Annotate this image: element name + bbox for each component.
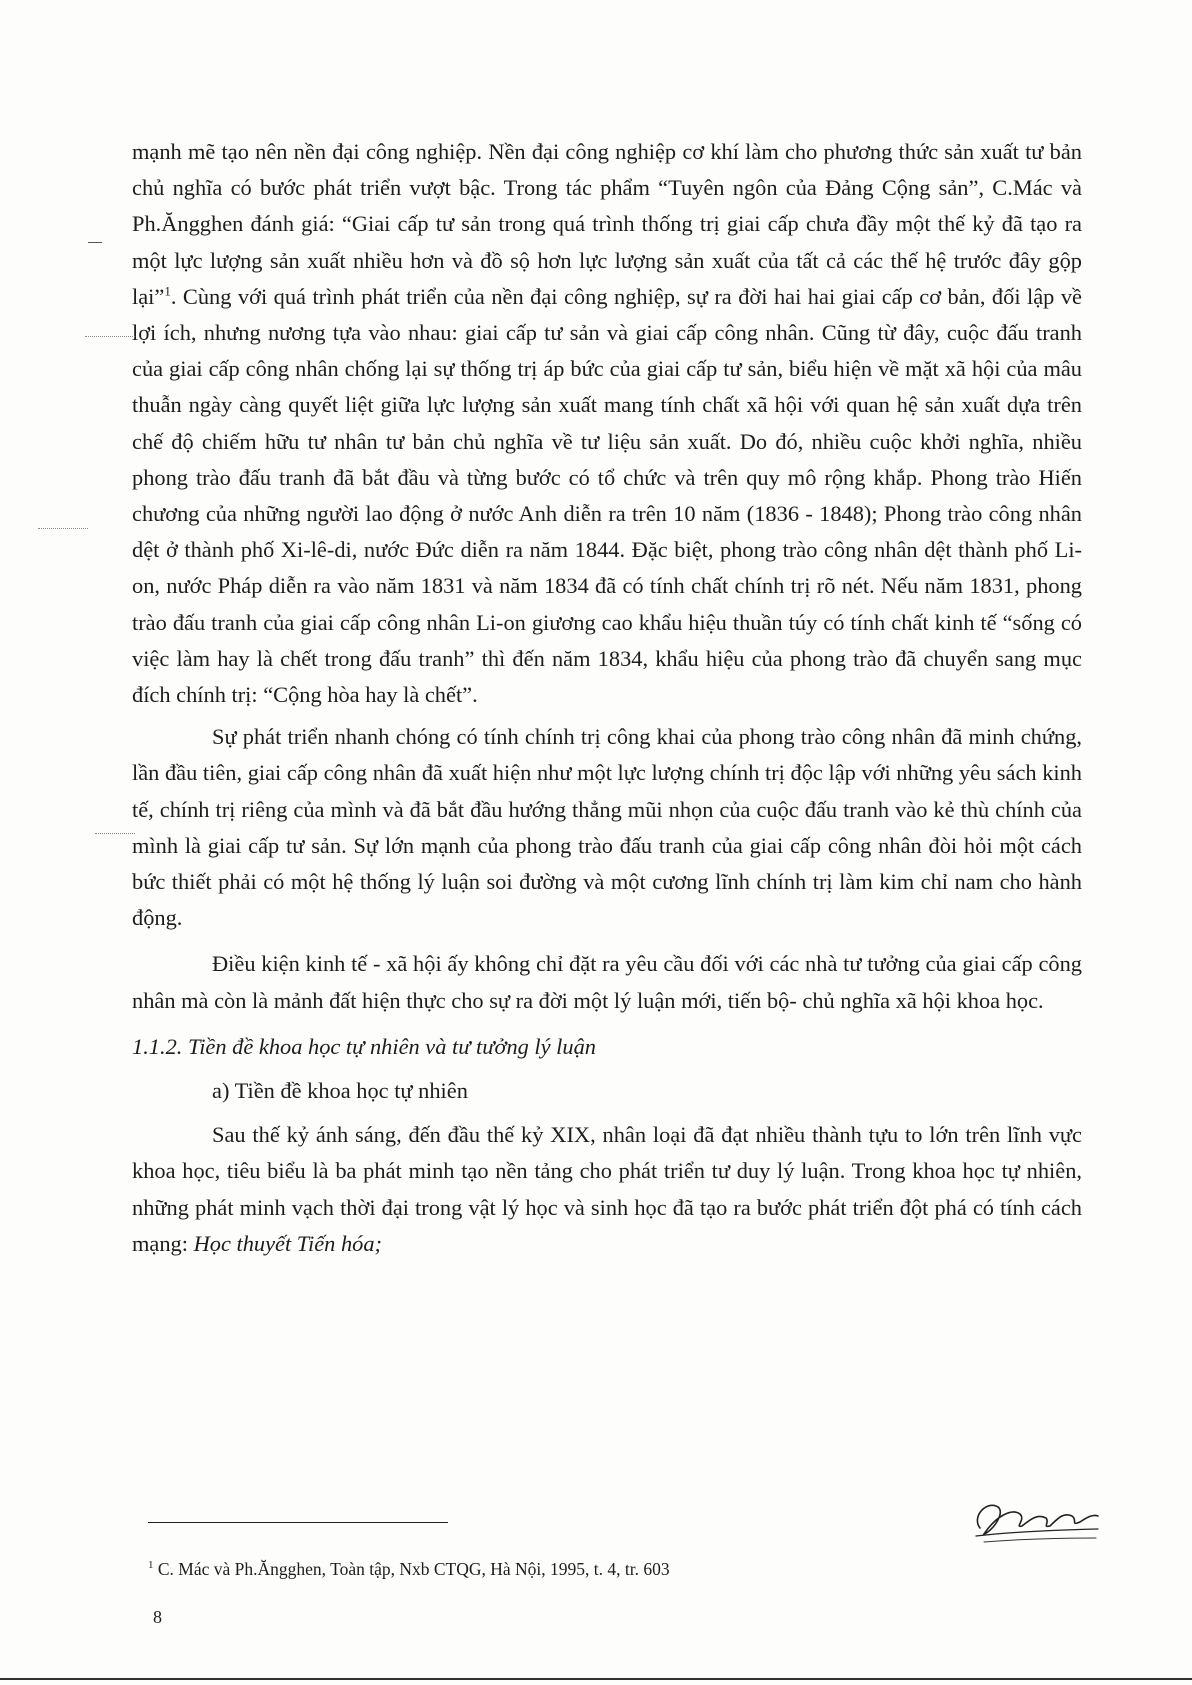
handwritten-signature	[962, 1488, 1102, 1548]
margin-mark	[95, 833, 135, 834]
scan-edge	[0, 1678, 1192, 1680]
margin-mark	[88, 242, 102, 243]
paragraph-3: Điều kiện kinh tế - xã hội ấy không chỉ đặt ra yêu cầu đối với các nhà tư tưởng của giai cấp công nhân mà còn là mảnh đất hiện thực cho sự ra đời một lý luận mới, tiến bộ- chủ nghĩa xã hội khoa học.	[132, 951, 1082, 1013]
footnote-divider	[148, 1522, 448, 1523]
margin-mark	[38, 528, 88, 529]
footnote-reference[interactable]: 1	[164, 283, 171, 299]
footnote-number: 1	[148, 1559, 154, 1572]
page-number: 8	[153, 1607, 162, 1627]
footnote	[148, 1557, 948, 1581]
paragraph-4: Sau thế kỷ ánh sáng, đến đầu thế kỷ XIX, nhân loại đã đạt nhiều thành tựu to lớn trên lĩnh vực khoa học, tiêu biểu là ba phát minh tạo nền tảng cho phát triển tư duy lý luận. Trong khoa học tự nhiên, những phát minh vạch thời đại trong vật lý học và sinh học đã tạo ra bước phát triển đột phá có tính cách mạng: Học thuyết Tiến hóa;	[132, 1122, 1082, 1256]
italic-term: Học thuyết Tiến hóa;	[193, 1230, 382, 1256]
section-heading: 1.1.2. Tiền đề khoa học tự nhiên và tư tưởng lý luận	[132, 1033, 596, 1059]
footnote-text: C. Mác và Ph.Ăngghen, Toàn tập, Nxb CTQG, Hà Nội, 1995, t. 4, tr. 603	[153, 1559, 670, 1579]
paragraph-2: Sự phát triển nhanh chóng có tính chính trị công khai của phong trào công nhân đã minh chứng, lần đầu tiên, giai cấp công nhân đã xuất hiện như một lực lượng chính trị độc lập với những yêu sách kinh tế, chính trị riêng của mình và đã bắt đầu hướng thẳng mũi nhọn của cuộc đấu tranh vào kẻ thù chính của mình là giai cấp tư sản. Sự lớn mạnh của phong trào đấu tranh của giai cấp công nhân đòi hỏi một cách bức thiết phải có một hệ thống lý luận soi đường và một cương lĩnh chính trị làm kim chỉ nam cho hành động.	[132, 724, 1082, 931]
margin-mark	[85, 336, 135, 337]
body-text	[132, 134, 1082, 1272]
paragraph-1: mạnh mẽ tạo nên nền đại công nghiệp. Nền đại công nghiệp cơ khí làm cho phương thức sản xuất tư bản chủ nghĩa có bước phát triển vượt bậc. Trong tác phẩm “Tuyên ngôn của Đảng Cộng sản”, C.Mác và Ph.Ăngghen đánh giá: “Giai cấp tư sản trong quá trình thống trị giai cấp chưa đầy một thế kỷ đã tạo ra một lực lượng sản xuất nhiều hơn và đồ sộ hơn lực lượng sản xuất của tất cả các thế hệ trước đây gộp lại”$^1$. Cùng với quá trình phát triển của nền đại công nghiệp, sự ra đời hai hai giai cấp cơ bản, đối lập về lợi ích, nhưng nương tựa vào nhau: giai cấp tư sản và giai cấp công nhân. Cũng từ đây, cuộc đấu tranh của giai cấp công nhân chống lại sự thống trị áp bức của giai cấp tư sản, biểu hiện về mặt xã hội của mâu thuẫn ngày càng quyết liệt giữa lực lượng sản xuất mang tính chất xã hội với quan hệ sản xuất dựa trên chế độ chiếm hữu tư nhân tư bản chủ nghĩa về tư liệu sản xuất. Do đó, nhiều cuộc khởi nghĩa, nhiều phong trào đấu tranh đã bắt đầu và từng bước có tổ chức và trên quy mô rộng khắp. Phong trào Hiến chương của những người lao động ở nước Anh diễn ra trên 10 năm (1836 - 1848); Phong trào công nhân dệt ở thành phố Xi-lê-di, nước Đức diễn ra năm 1844. Đặc biệt, phong trào công nhân dệt thành phố Li-on, nước Pháp diễn ra vào năm 1831 và năm 1834 đã có tính chất chính trị rõ nét. Nếu năm 1831, phong trào đấu tranh của giai cấp công nhân Li-on giương cao khẩu hiệu thuần túy có tính chất kinh tế “sống có việc làm hay là chết trong đấu tranh” thì đến năm 1834, khẩu hiệu của phong trào đã chuyển sang mục đích chính trị: “Cộng hòa hay là chết”.	[132, 139, 1082, 708]
subsection-heading: a) Tiền đề khoa học tự nhiên	[212, 1078, 468, 1104]
